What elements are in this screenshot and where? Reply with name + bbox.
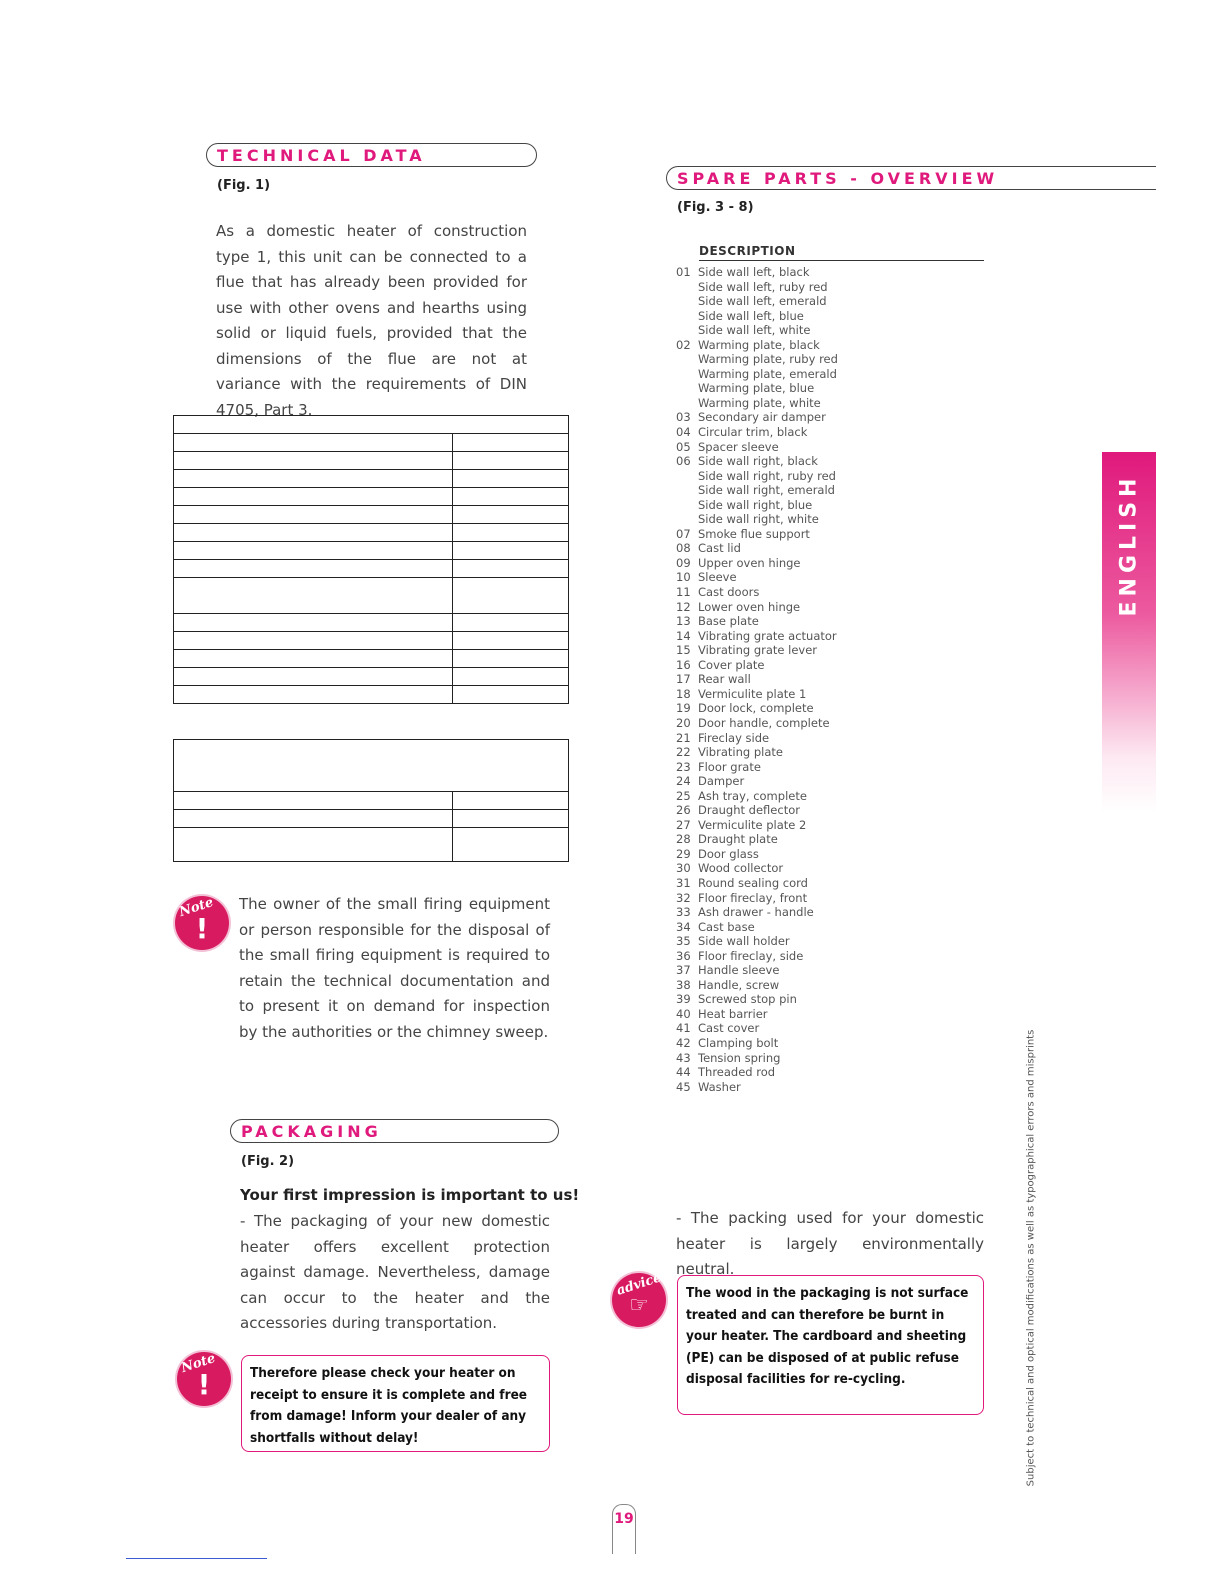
advice-icon-label: advice bbox=[614, 1270, 664, 1299]
spare-part-description: Washer bbox=[698, 1079, 741, 1094]
spare-part-number bbox=[676, 280, 698, 295]
spare-part-description: Vibrating grate actuator bbox=[698, 628, 837, 643]
spare-part-row bbox=[676, 381, 838, 396]
language-tab-label: ENGLISH bbox=[1116, 473, 1142, 617]
table-cell bbox=[174, 416, 569, 434]
table-cell bbox=[174, 668, 453, 686]
spare-part-number bbox=[676, 367, 698, 382]
spare-part-row bbox=[676, 323, 838, 338]
footer-rule bbox=[126, 1558, 267, 1559]
technical-note bbox=[239, 892, 550, 1045]
spare-part-row bbox=[676, 352, 838, 367]
spare-part-number: 23 bbox=[676, 759, 691, 774]
spare-part-row bbox=[676, 556, 838, 571]
spare-part-description: Clamping bolt bbox=[698, 1035, 779, 1050]
description-header: DESCRIPTION bbox=[699, 244, 796, 258]
packaging-heading-frame bbox=[230, 1119, 559, 1143]
table-cell bbox=[453, 506, 569, 524]
spare-part-number: 33 bbox=[676, 905, 691, 920]
spare-part-row bbox=[676, 1065, 838, 1080]
spare-part-description: Warming plate, blue bbox=[698, 381, 815, 396]
table-cell bbox=[174, 470, 453, 488]
spare-part-description: Base plate bbox=[698, 614, 759, 629]
spare-part-number bbox=[676, 309, 698, 324]
spare-part-description: Vermiculite plate 1 bbox=[698, 686, 807, 701]
spare-part-number: 20 bbox=[676, 715, 691, 730]
spare-part-row bbox=[676, 861, 838, 876]
spare-part-description: Warming plate, white bbox=[698, 395, 821, 410]
technical-data-title: TECHNICAL DATA bbox=[217, 146, 426, 165]
table-cell bbox=[453, 524, 569, 542]
spare-part-description: Upper oven hinge bbox=[698, 555, 801, 570]
spare-part-number: 39 bbox=[676, 992, 691, 1007]
spare-part-description: Floor grate bbox=[698, 759, 761, 774]
table-cell bbox=[174, 452, 453, 470]
spare-part-description: Fireclay side bbox=[698, 730, 770, 745]
spare-part-row bbox=[676, 265, 838, 280]
spare-part-description: Side wall right, emerald bbox=[698, 483, 835, 498]
environment-paragraph-text: - The packing used for your domestic heater is largely environmentally neutral. bbox=[676, 1209, 984, 1278]
spare-part-row bbox=[676, 396, 838, 411]
spare-part-number: 37 bbox=[676, 963, 691, 978]
spare-part-number: 09 bbox=[676, 555, 691, 570]
spare-part-row bbox=[676, 643, 838, 658]
spare-part-number: 17 bbox=[676, 672, 691, 687]
table-cell bbox=[453, 452, 569, 470]
spare-part-row bbox=[676, 789, 838, 804]
spare-part-row bbox=[676, 512, 838, 527]
table-cell bbox=[174, 650, 453, 668]
spare-part-number: 45 bbox=[676, 1079, 691, 1094]
spare-part-row bbox=[676, 294, 838, 309]
spare-part-description: Tension spring bbox=[698, 1050, 781, 1065]
spare-part-row bbox=[676, 963, 838, 978]
spare-part-description: Side wall right, black bbox=[698, 454, 818, 469]
spare-part-number: 06 bbox=[676, 454, 691, 469]
table-cell bbox=[453, 560, 569, 578]
spare-part-number: 24 bbox=[676, 774, 691, 789]
spare-part-number: 27 bbox=[676, 817, 691, 832]
spare-part-number: 38 bbox=[676, 977, 691, 992]
spare-part-number: 05 bbox=[676, 439, 691, 454]
spare-part-number: 03 bbox=[676, 410, 691, 425]
spare-part-row bbox=[676, 614, 838, 629]
technical-paragraph-text: As a domestic heater of construction type 1, this unit can be connected to a flue that has already been provided for use with other ovens and hearths using solid or liquid fuels, provided that the dimensions of the flue are not at variance with the requirements of DIN 4705, Part 3. bbox=[216, 222, 527, 419]
spare-part-description: Door handle, complete bbox=[698, 715, 830, 730]
technical-data-table bbox=[173, 415, 569, 704]
spare-part-description: Ash drawer - handle bbox=[698, 905, 814, 920]
table-cell bbox=[174, 792, 453, 810]
spare-part-row bbox=[676, 731, 838, 746]
spare-part-number: 12 bbox=[676, 599, 691, 614]
table-cell bbox=[174, 828, 453, 862]
spare-part-row bbox=[676, 469, 838, 484]
spare-part-row bbox=[676, 992, 838, 1007]
spare-part-description: Damper bbox=[698, 774, 745, 789]
spare-part-description: Handle, screw bbox=[698, 977, 780, 992]
table-cell bbox=[174, 542, 453, 560]
spare-part-description: Warming plate, emerald bbox=[698, 366, 837, 381]
spare-part-number: 15 bbox=[676, 643, 691, 658]
disclaimer: Subject to technical and optical modifications as well as typographical errors and misprints bbox=[1025, 1029, 1037, 1487]
note-icon-label: Note bbox=[177, 894, 216, 921]
spare-part-row bbox=[676, 847, 838, 862]
page-number-tab bbox=[612, 1504, 636, 1554]
spare-part-row bbox=[676, 934, 838, 949]
spare-part-description: Circular trim, black bbox=[698, 425, 808, 440]
spare-part-description: Cast doors bbox=[698, 585, 760, 600]
spare-part-row bbox=[676, 600, 838, 615]
table-cell bbox=[453, 488, 569, 506]
spare-part-number bbox=[676, 498, 698, 513]
spare-part-number: 31 bbox=[676, 875, 691, 890]
spare-part-number: 30 bbox=[676, 861, 691, 876]
advice-box bbox=[677, 1275, 984, 1415]
note-icon-label: Note bbox=[179, 1350, 218, 1377]
table-cell bbox=[174, 740, 569, 792]
spare-part-number bbox=[676, 512, 698, 527]
spare-part-number bbox=[676, 483, 698, 498]
spare-part-number: 28 bbox=[676, 832, 691, 847]
spare-part-row bbox=[676, 454, 838, 469]
spare-part-row bbox=[676, 1036, 838, 1051]
spare-part-description: Smoke flue support bbox=[698, 526, 810, 541]
table-cell bbox=[174, 578, 453, 614]
spare-part-row bbox=[676, 280, 838, 295]
table-cell bbox=[453, 668, 569, 686]
table-cell bbox=[453, 686, 569, 704]
spare-part-row bbox=[676, 774, 838, 789]
spare-part-description: Floor fireclay, front bbox=[698, 890, 808, 905]
spare-part-row bbox=[676, 570, 838, 585]
spare-part-row bbox=[676, 1080, 838, 1095]
packaging-check-note bbox=[241, 1355, 550, 1452]
spare-part-description: Ash tray, complete bbox=[698, 788, 807, 803]
spare-part-number: 02 bbox=[676, 337, 691, 352]
table-cell bbox=[174, 560, 453, 578]
spare-part-row bbox=[676, 425, 838, 440]
spare-part-row bbox=[676, 760, 838, 775]
spare-part-description: Heat barrier bbox=[698, 1006, 768, 1021]
spare-part-description: Rear wall bbox=[698, 672, 751, 687]
spare-part-number: 22 bbox=[676, 745, 691, 760]
spare-parts-fig-ref: (Fig. 3 - 8) bbox=[677, 200, 754, 215]
technical-paragraph bbox=[216, 219, 527, 423]
spare-part-description: Vibrating grate lever bbox=[698, 643, 818, 658]
spare-part-description: Cast base bbox=[698, 919, 755, 934]
technical-fig-ref: (Fig. 1) bbox=[217, 178, 271, 193]
spare-part-number: 32 bbox=[676, 890, 691, 905]
spare-part-row bbox=[676, 803, 838, 818]
spare-part-row bbox=[676, 338, 838, 353]
table-cell bbox=[174, 632, 453, 650]
spare-part-row bbox=[676, 949, 838, 964]
spare-part-row bbox=[676, 527, 838, 542]
spare-part-description: Round sealing cord bbox=[698, 875, 808, 890]
spare-part-number: 40 bbox=[676, 1006, 691, 1021]
spare-part-number: 14 bbox=[676, 628, 691, 643]
table-cell bbox=[174, 614, 453, 632]
spare-part-row bbox=[676, 876, 838, 891]
packaging-paragraph-text: - The packaging of your new domestic heater offers excellent protection against damage. Nevertheless, damage can occur to the heater and the accessories during transportation. bbox=[240, 1212, 550, 1332]
spare-part-description: Threaded rod bbox=[698, 1065, 776, 1080]
spare-part-description: Side wall left, blue bbox=[698, 308, 804, 323]
spare-part-description: Side wall left, ruby red bbox=[698, 279, 828, 294]
table-cell bbox=[453, 632, 569, 650]
spare-part-description: Door glass bbox=[698, 846, 759, 861]
spare-part-description: Vermiculite plate 2 bbox=[698, 817, 807, 832]
spare-part-number: 26 bbox=[676, 803, 691, 818]
spare-part-description: Side wall holder bbox=[698, 934, 790, 949]
spare-part-number: 19 bbox=[676, 701, 691, 716]
table-cell bbox=[174, 506, 453, 524]
table-cell bbox=[453, 810, 569, 828]
spare-part-row bbox=[676, 1051, 838, 1066]
spare-part-number: 36 bbox=[676, 948, 691, 963]
spare-part-description: Side wall left, white bbox=[698, 323, 811, 338]
spare-part-description: Handle sleeve bbox=[698, 963, 780, 978]
spare-part-description: Door lock, complete bbox=[698, 701, 814, 716]
table-cell bbox=[453, 434, 569, 452]
spare-part-description: Sleeve bbox=[698, 570, 737, 585]
spare-part-row bbox=[676, 745, 838, 760]
spare-part-number: 21 bbox=[676, 730, 691, 745]
spare-part-description: Side wall right, ruby red bbox=[698, 468, 836, 483]
spare-part-row bbox=[676, 818, 838, 833]
packaging-check-note-text: Therefore please check your heater on receipt to ensure it is complete and free from damage! Inform your dealer of any shortfalls without delay! bbox=[250, 1365, 528, 1446]
spare-part-row bbox=[676, 541, 838, 556]
technical-data-table-2 bbox=[173, 739, 569, 862]
spare-part-number: 34 bbox=[676, 919, 691, 934]
spare-part-row bbox=[676, 701, 838, 716]
spare-part-description: Side wall left, emerald bbox=[698, 294, 827, 309]
table-cell bbox=[174, 524, 453, 542]
spare-part-row bbox=[676, 658, 838, 673]
spare-part-number bbox=[676, 323, 698, 338]
spare-part-row bbox=[676, 687, 838, 702]
spare-part-row bbox=[676, 716, 838, 731]
spare-part-row bbox=[676, 585, 838, 600]
spare-part-description: Cast cover bbox=[698, 1021, 760, 1036]
packaging-fig-ref: (Fig. 2) bbox=[241, 1154, 295, 1169]
spare-part-number: 07 bbox=[676, 526, 691, 541]
table-cell bbox=[174, 434, 453, 452]
spare-part-number bbox=[676, 469, 698, 484]
spare-part-row bbox=[676, 920, 838, 935]
spare-part-number bbox=[676, 396, 698, 411]
spare-part-description: Vibrating plate bbox=[698, 745, 783, 760]
spare-part-description: Floor fireclay, side bbox=[698, 948, 804, 963]
spare-part-row bbox=[676, 629, 838, 644]
spare-part-number: 43 bbox=[676, 1050, 691, 1065]
spare-part-description: Side wall right, white bbox=[698, 512, 819, 527]
spare-part-number: 13 bbox=[676, 614, 691, 629]
spare-part-number: 42 bbox=[676, 1035, 691, 1050]
spare-part-number: 04 bbox=[676, 425, 691, 440]
spare-parts-title: SPARE PARTS - OVERVIEW bbox=[677, 169, 999, 188]
spare-part-description: Lower oven hinge bbox=[698, 599, 801, 614]
table-cell bbox=[453, 650, 569, 668]
spare-part-description: Warming plate, black bbox=[698, 337, 820, 352]
spare-part-number: 10 bbox=[676, 570, 691, 585]
note-icon: Note ! bbox=[175, 896, 229, 950]
note-icon: Note ! bbox=[177, 1352, 231, 1406]
spare-part-description: Draught deflector bbox=[698, 803, 800, 818]
spare-part-number: 01 bbox=[676, 265, 691, 279]
spare-part-description: Wood collector bbox=[698, 861, 784, 876]
technical-data-heading-frame bbox=[206, 143, 537, 167]
spare-part-row bbox=[676, 832, 838, 847]
table-cell bbox=[453, 614, 569, 632]
spare-part-description: Spacer sleeve bbox=[698, 439, 779, 454]
spare-part-row bbox=[676, 309, 838, 324]
table-cell bbox=[453, 470, 569, 488]
environment-paragraph bbox=[676, 1206, 984, 1283]
spare-part-row bbox=[676, 672, 838, 687]
packaging-paragraph bbox=[240, 1209, 550, 1337]
spare-part-row bbox=[676, 1021, 838, 1036]
spare-part-number: 16 bbox=[676, 657, 691, 672]
advice-box-text: The wood in the packaging is not surface treated and can therefore be burnt in your heater. The cardboard and sheeting (PE) can be disposed of at public refuse disposal facilities for re-cycling. bbox=[686, 1285, 969, 1387]
spare-part-row bbox=[676, 978, 838, 993]
spare-part-row bbox=[676, 905, 838, 920]
spare-part-description: Side wall left, black bbox=[698, 265, 810, 279]
spare-part-row bbox=[676, 483, 838, 498]
spare-part-number: 25 bbox=[676, 788, 691, 803]
spare-part-number bbox=[676, 352, 698, 367]
spare-part-description: Side wall right, blue bbox=[698, 497, 813, 512]
spare-part-description: Cover plate bbox=[698, 657, 765, 672]
packaging-title: PACKAGING bbox=[241, 1122, 382, 1141]
spare-part-number bbox=[676, 294, 698, 309]
spare-part-number: 35 bbox=[676, 934, 691, 949]
table-cell bbox=[453, 828, 569, 862]
spare-part-description: Draught plate bbox=[698, 832, 778, 847]
spare-part-number: 29 bbox=[676, 846, 691, 861]
spare-part-row bbox=[676, 410, 838, 425]
spare-part-description: Secondary air damper bbox=[698, 410, 826, 425]
table-cell bbox=[174, 686, 453, 704]
spare-part-number: 08 bbox=[676, 541, 691, 556]
spare-part-row bbox=[676, 498, 838, 513]
table-cell bbox=[453, 542, 569, 560]
spare-part-number bbox=[676, 381, 698, 396]
spare-part-number: 44 bbox=[676, 1065, 691, 1080]
spare-parts-list bbox=[676, 265, 838, 1094]
table-cell bbox=[174, 488, 453, 506]
spare-part-row bbox=[676, 1007, 838, 1022]
spare-part-row bbox=[676, 891, 838, 906]
technical-note-text: The owner of the small firing equipment or person responsible for the disposal of the small firing equipment is required to retain the technical documentation and to present it on demand for inspection by the authorities or the chimney sweep. bbox=[239, 895, 550, 1041]
spare-parts-heading-frame bbox=[666, 166, 1156, 190]
description-rule bbox=[699, 260, 984, 261]
spare-part-description: Warming plate, ruby red bbox=[698, 352, 838, 367]
spare-part-number: 41 bbox=[676, 1021, 691, 1036]
spare-part-row bbox=[676, 367, 838, 382]
page-number: 19 bbox=[614, 1511, 634, 1527]
table-cell bbox=[453, 792, 569, 810]
spare-part-number: 11 bbox=[676, 585, 691, 600]
spare-part-number: 18 bbox=[676, 686, 691, 701]
table-cell bbox=[453, 578, 569, 614]
table-cell bbox=[174, 810, 453, 828]
spare-part-description: Screwed stop pin bbox=[698, 992, 797, 1007]
spare-part-row bbox=[676, 440, 838, 455]
advice-icon: advice ☞ bbox=[612, 1273, 666, 1327]
spare-part-description: Cast lid bbox=[698, 541, 741, 556]
packaging-heading: Your first impression is important to us! bbox=[240, 1186, 580, 1204]
